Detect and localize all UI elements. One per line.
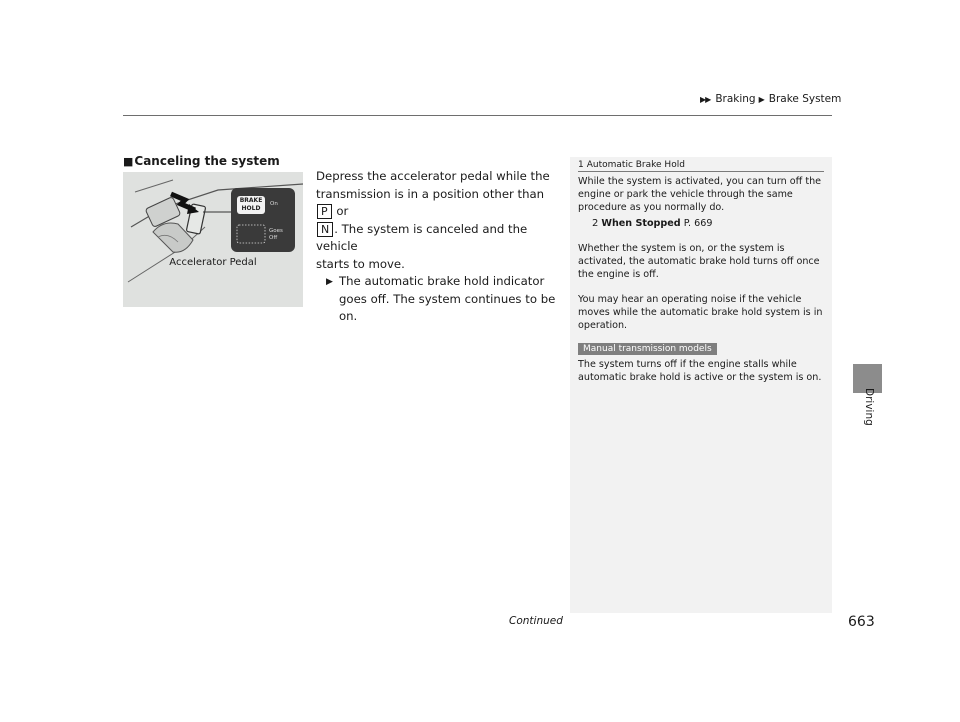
sub-item-text: The automatic brake hold indicator goes off. The system continues to be on. [339, 274, 556, 323]
page-number: 663 [848, 614, 875, 630]
breadcrumb-item-braking[interactable]: Braking [715, 93, 756, 105]
page-reference-icon: 2 [592, 218, 599, 229]
note-ref-page[interactable]: P. 669 [683, 218, 713, 229]
section-heading-text: Canceling the system [134, 154, 280, 168]
section-body [316, 168, 561, 326]
note-title: Automatic Brake Hold [586, 159, 685, 170]
body-line-2-text: transmission is in a position other than [316, 186, 545, 201]
note-number: 1 [578, 159, 584, 170]
continued-label: Continued [509, 615, 563, 627]
body-line-1: Depress the accelerator pedal while the [316, 169, 550, 183]
indicator-state-off: Goes Off [269, 228, 283, 241]
note-paragraph-1: While the system is activated, you can turn off the engine or park the vehicle through the same procedure as you normally do. [578, 176, 822, 213]
note-paragraph-2: Whether the system is on, or the system is activated, the automatic brake hold turns off once the engine is off. [578, 243, 820, 280]
note-paragraph-4: The system turns off if the engine stalls while automatic brake hold is active or the system is on. [578, 359, 822, 383]
key-p-label: P [317, 204, 332, 219]
note-ref-label[interactable]: When Stopped [601, 218, 681, 229]
chapter-label: Driving [863, 388, 875, 426]
double-arrow-icon: ▶▶ [700, 94, 711, 104]
note-paragraph-3: You may hear an operating noise if the vehicle moves while the automatic brake hold system is in operation. [578, 294, 823, 331]
figure-caption: Accelerator Pedal [169, 257, 257, 268]
model-badge: Manual transmission models [578, 343, 717, 355]
body-line-3-text: . The system is canceled and the vehicle [316, 221, 528, 253]
key-n-label: N [317, 222, 333, 237]
note-reference-link[interactable] [592, 217, 824, 230]
breadcrumb [700, 93, 841, 105]
note-panel [570, 157, 832, 613]
word-or: or [336, 204, 349, 218]
body-line-4: starts to move. [316, 256, 405, 271]
section-heading [123, 154, 280, 168]
breadcrumb-item-brake-system[interactable]: Brake System [768, 93, 842, 105]
sub-item [326, 273, 561, 326]
heading-square-icon: ■ [123, 155, 134, 168]
body-line-2 [316, 186, 561, 221]
note-title-row [578, 158, 824, 172]
arrow-icon: ▶ [758, 94, 764, 104]
result-arrow-icon: ▶ [326, 277, 333, 287]
brake-hold-indicator-icon: BRAKE HOLD [237, 196, 265, 214]
accelerator-pedal-illustration [123, 172, 303, 307]
header-rule [123, 115, 832, 116]
body-line-3 [316, 221, 561, 256]
indicator-state-on: On [270, 201, 278, 207]
